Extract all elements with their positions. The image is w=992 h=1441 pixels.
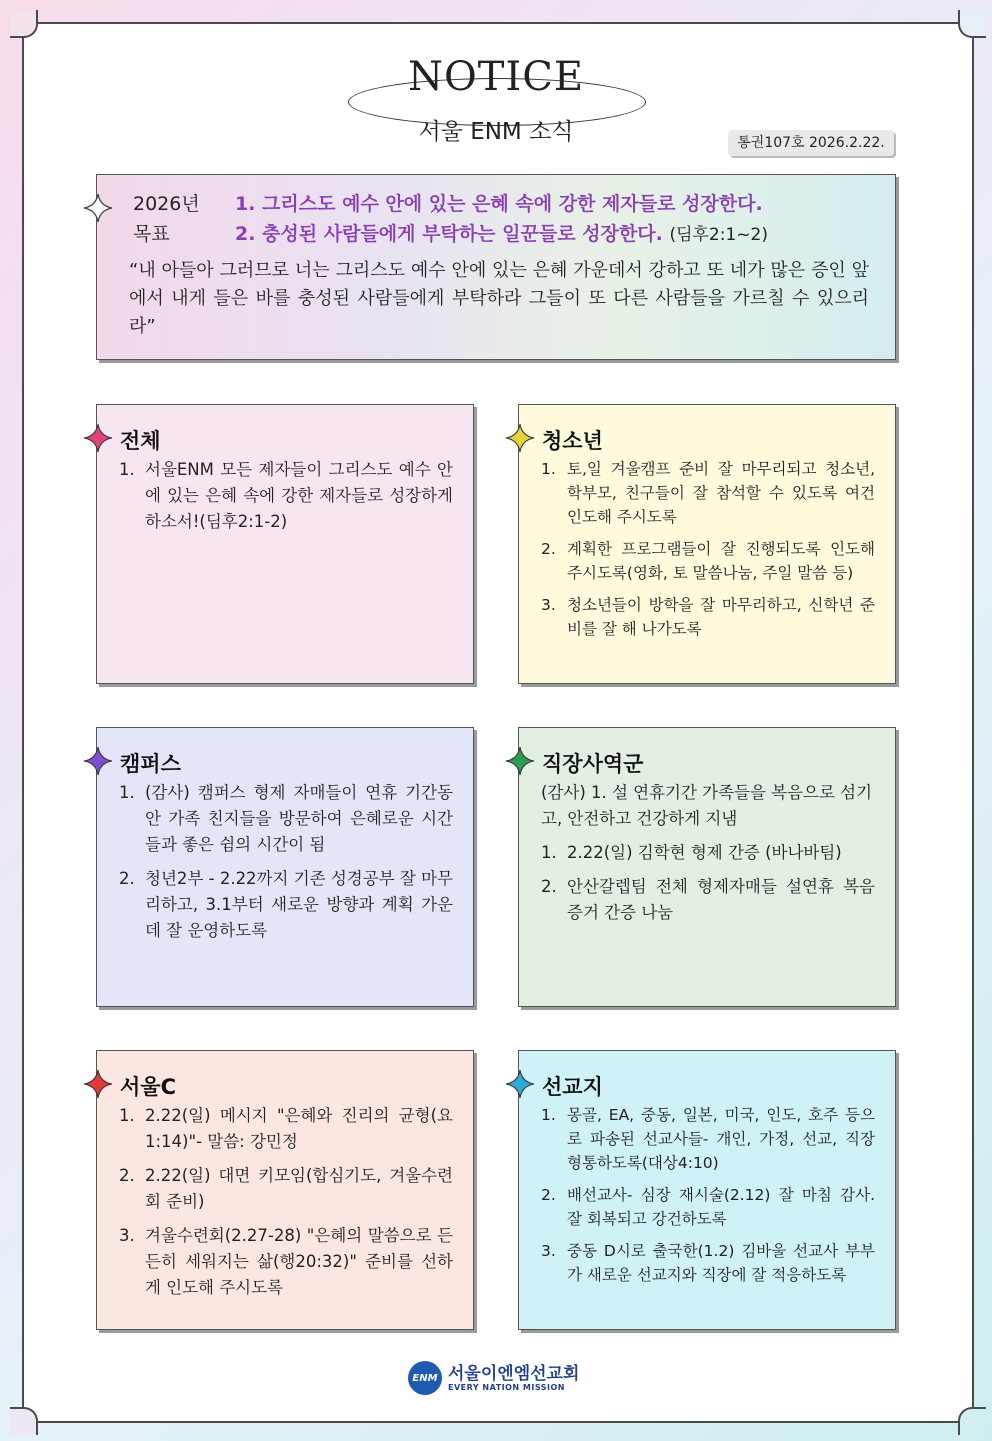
item-number: 2. xyxy=(119,1166,135,1185)
frame-corner xyxy=(958,10,986,38)
item-text: 계획한 프로그램들이 잘 진행되도록 인도해 주시도록(영화, 토 말씀나눔, 주일 말씀 등) xyxy=(567,540,875,582)
item-text: 2.22(일) 대면 키모임(합심기도, 겨울수련회 준비) xyxy=(145,1166,453,1211)
section-work xyxy=(518,727,896,1007)
list-item xyxy=(541,593,875,641)
list-item xyxy=(541,537,875,585)
item-number: 1. xyxy=(541,460,556,478)
four-point-sparkle-icon xyxy=(505,1069,535,1099)
four-point-sparkle-icon xyxy=(83,1069,113,1099)
goal-lines xyxy=(235,189,768,250)
item-number: 1. xyxy=(119,1106,135,1125)
church-logo xyxy=(408,1361,579,1395)
item-text: 배선교사- 심장 재시술(2.12) 잘 마침 감사. 잘 회복되고 강건하도록 xyxy=(567,1186,875,1228)
page-title: NOTICE xyxy=(407,54,585,100)
section-title: 청소년 xyxy=(542,429,603,453)
section-mission xyxy=(518,1050,896,1330)
frame-corner xyxy=(10,1407,38,1435)
goal-line-2 xyxy=(235,219,768,250)
item-number: 3. xyxy=(541,596,556,614)
section-youth xyxy=(518,404,896,684)
goal-reference: (딤후2:1~2) xyxy=(669,225,768,245)
item-number: 2. xyxy=(541,540,556,558)
section-seoulc xyxy=(96,1050,474,1330)
globe-logo-icon: ENM xyxy=(408,1361,442,1395)
list-item xyxy=(119,780,453,858)
item-text: 안산갈렙팀 전체 형제자매들 설연휴 복음 증거 간증 나눔 xyxy=(567,877,875,922)
list-item xyxy=(541,840,875,866)
section-body xyxy=(541,1103,875,1295)
four-point-sparkle-icon xyxy=(83,746,113,776)
item-text: 청년2부 - 2.22까지 기존 성경공부 잘 마무리하고, 3.1부터 새로운 방향과 계획 가운데 잘 운영하도록 xyxy=(145,869,453,940)
section-body xyxy=(119,780,453,952)
section-title: 캠퍼스 xyxy=(120,752,181,776)
goal-verse: “내 아들아 그러므로 너는 그리스도 예수 안에 있는 은혜 가운데서 강하고 또 네가 많은 증인 앞에서 내게 들은 바를 충성된 사람들에게 부탁하라 그들이 또 다른 사람들을 가르칠 수 있으리라” xyxy=(129,260,869,337)
goal-year: 2026년 xyxy=(133,193,200,215)
goal-line-2-text: 2. 충성된 사람들에게 부탁하는 일꾼들로 성장한다. xyxy=(235,223,663,245)
goal-label xyxy=(133,189,200,249)
item-number: 2. xyxy=(119,869,135,888)
section-title: 직장사역군 xyxy=(542,752,644,776)
item-number: 1. xyxy=(119,460,135,479)
frame-corner xyxy=(958,1407,986,1435)
item-number: 2. xyxy=(541,877,557,896)
section-campus xyxy=(96,727,474,1007)
list-item xyxy=(119,1223,453,1301)
four-point-sparkle-icon xyxy=(505,423,535,453)
list-item xyxy=(541,457,875,529)
four-point-sparkle-icon xyxy=(83,423,113,453)
section-title: 선교지 xyxy=(542,1075,603,1099)
church-name: 서울이엔엠선교회 xyxy=(448,1363,580,1384)
list-item xyxy=(119,457,453,535)
item-number: 1. xyxy=(541,1106,556,1124)
list-item xyxy=(541,1183,875,1231)
item-text: 몽골, EA, 중동, 일본, 미국, 인도, 호주 등으로 파송된 선교사들- 개인, 가정, 선교, 직장 형통하도록(대상4:10) xyxy=(567,1106,875,1172)
list-item xyxy=(541,1239,875,1287)
item-text: 2.22(일) 메시지 "은혜와 진리의 균형(요1:14)"- 말씀: 강민정 xyxy=(145,1106,453,1151)
section-title: 전체 xyxy=(120,429,161,453)
section-body xyxy=(119,1103,453,1309)
item-text: 중동 D시로 출국한(1.2) 김바울 선교사 부부가 새로운 선교지와 직장에 잘 적응하도록 xyxy=(567,1242,875,1284)
frame-corner xyxy=(10,10,38,38)
goal-box xyxy=(96,174,896,360)
logo-names xyxy=(448,1365,579,1392)
page-subtitle: 서울 ENM 소식 xyxy=(418,119,574,145)
item-number: 2. xyxy=(541,1186,556,1204)
list-item xyxy=(119,1163,453,1215)
section-body xyxy=(119,457,453,543)
item-text: (감사) 캠퍼스 형제 자매들이 연휴 기간동안 가족 친지들을 방문하여 은혜로운 시간들과 좋은 쉼의 시간이 됨 xyxy=(145,783,453,854)
item-number: 1. xyxy=(541,843,557,862)
goal-line-1: 1. 그리스도 예수 안에 있는 은혜 속에 강한 제자들로 성장한다. xyxy=(235,193,763,215)
list-item xyxy=(541,874,875,926)
church-english-name: EVERY NATION MISSION xyxy=(448,1382,565,1392)
four-point-sparkle-icon xyxy=(505,746,535,776)
section-title: 서울C xyxy=(120,1075,176,1099)
issue-badge: 통권107호 2026.2.22. xyxy=(728,130,894,156)
list-item xyxy=(541,1103,875,1175)
goal-word: 목표 xyxy=(133,223,170,245)
item-number: 1. xyxy=(119,783,135,802)
list-item xyxy=(119,866,453,944)
item-text: 겨울수련회(2.27-28) "은혜의 말씀으로 든든히 세워지는 삶(행20:32)" 준비를 선하게 인도해 주시도록 xyxy=(145,1226,453,1297)
item-text: 2.22(일) 김학현 형제 간증 (바나바팀) xyxy=(567,843,842,862)
list-item xyxy=(119,1103,453,1155)
intro-text: (감사) 1. 설 연휴기간 가족들을 복음으로 섬기고, 안전하고 건강하게 지냄 xyxy=(541,783,873,828)
section-body xyxy=(541,780,875,934)
item-number: 3. xyxy=(541,1242,556,1260)
item-number: 3. xyxy=(119,1226,135,1245)
item-text: 청소년들이 방학을 잘 마무리하고, 신학년 준비를 잘 해 나가도록 xyxy=(567,596,875,638)
section-all xyxy=(96,404,474,684)
four-point-sparkle-icon xyxy=(83,193,113,223)
item-text: 서울ENM 모든 제자들이 그리스도 예수 안에 있는 은혜 속에 강한 제자들로 성장하게 하소서!(딤후2:1-2) xyxy=(145,460,453,531)
section-body xyxy=(541,457,875,649)
item-text: 토,일 겨울캠프 준비 잘 마무리되고 청소년, 학부모, 친구들이 잘 참석할 수 있도록 여건 인도해 주시도록 xyxy=(567,460,875,526)
